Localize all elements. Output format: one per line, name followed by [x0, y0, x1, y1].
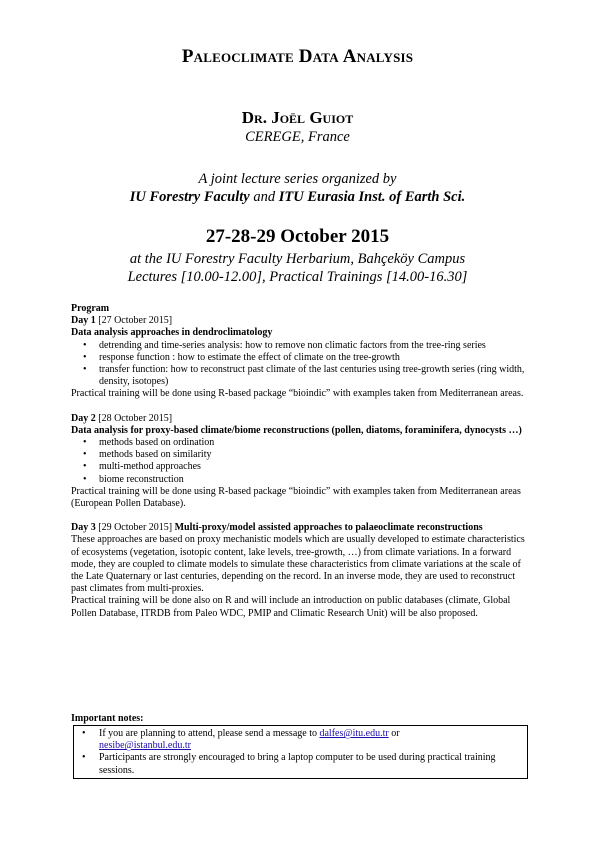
list-item: • multi-method approaches — [71, 461, 531, 473]
day2-label: Day 2 — [71, 412, 96, 424]
venue-schedule: Lectures [10.00-12.00], Practical Trainings [14.00-16.30] — [127, 269, 468, 285]
note-attend — [74, 728, 527, 752]
organizer-1: IU Forestry Faculty — [129, 189, 250, 205]
day1-topic: Data analysis approaches in dendroclimatology — [71, 327, 273, 339]
organizer-conjunction: and — [249, 189, 279, 205]
list-item: • biome reconstruction — [71, 474, 531, 486]
notes-heading: Important notes: — [71, 713, 144, 724]
note-laptop: • Participants are strongly encouraged to bring a laptop computer to be used during practical training sessions. — [74, 752, 527, 776]
list-item: • transfer function: how to reconstruct past climate of the last centuries using tree-growth series (ring width, density, isotopes) — [71, 364, 531, 388]
email-link-dalfes[interactable]: dalfes@itu.edu.tr — [319, 728, 389, 739]
day2-training: Practical training will be done using R-based package “bioindic” with examples taken from Mediterranean areas (European Pollen Database). — [71, 485, 521, 510]
page-title: Paleoclimate Data Analysis — [181, 46, 414, 67]
email-link-nesibe[interactable]: nesibe@istanbul.edu.tr — [99, 740, 191, 752]
note-attend-text: If you are planning to attend, please send a message to — [99, 728, 320, 739]
speaker-affiliation: CEREGE, France — [245, 129, 350, 145]
program-heading: Program — [71, 303, 110, 314]
list-item: • methods based on similarity — [71, 449, 531, 461]
day3-header — [71, 522, 531, 534]
organizers-line — [0, 189, 595, 206]
day3-date: [29 October 2015] — [95, 522, 175, 534]
day3-topic: Multi-proxy/model assisted approaches to palaeoclimate reconstructions — [174, 522, 483, 534]
day2-list — [71, 437, 531, 486]
venue-location: at the IU Forestry Faculty Herbarium, Bahçeköy Campus — [129, 251, 466, 267]
program-section — [71, 303, 531, 620]
speaker-name: Dr. Joël Guiot — [241, 108, 354, 127]
note-or: or — [388, 728, 400, 739]
day1-list — [71, 340, 531, 389]
notes-box — [73, 725, 528, 779]
event-dates: 27-28-29 October 2015 — [205, 226, 390, 247]
day3-description: These approaches are based on proxy mechanistic models which are usually developed to estimate characteristics of ecosystems (vegetation, isotopic content, lake levels, tree-growth, …) from climate variations. In a forward mode, they are coupled to climate models to simulate these characteristics from climate variations at the scale of the Late Quaternary or last centuries, depending on the record. In an inverse mode, they are used to reconstruct past climates from multi-proxies. — [71, 534, 525, 595]
day1-header — [71, 315, 531, 327]
list-item: • response function : how to estimate the effect of climate on the tree-growth — [71, 352, 531, 364]
venue — [0, 250, 595, 286]
day2-date: [28 October 2015] — [95, 412, 173, 424]
day3-training: Practical training will be done also on R and will include an introduction on public databases (climate, Global Pollen Database, ITRDB from Paleo WDC, PMIP and Climatic Research Unit) will be also proposed. — [71, 595, 511, 619]
day3-label: Day 3 — [71, 522, 96, 534]
day1-date: [27 October 2015] — [95, 315, 173, 327]
intro-line: A joint lecture series organized by — [198, 171, 397, 187]
day1-label: Day 1 — [71, 315, 96, 327]
day2-topic: Data analysis for proxy-based climate/biome reconstructions (pollen, diatoms, foraminifera, dynocysts …) — [71, 424, 522, 436]
list-item: • detrending and time-series analysis: how to remove non climatic factors from the tree-ring series — [71, 340, 531, 352]
day2-header — [71, 413, 531, 425]
organizer-2: ITU Eurasia Inst. of Earth Sci. — [278, 189, 466, 205]
list-item: • methods based on ordination — [71, 437, 531, 449]
day1-training: Practical training will be done using R-based package “bioindic” with examples taken from Mediterranean areas. — [71, 388, 524, 400]
notes-list — [74, 728, 527, 777]
